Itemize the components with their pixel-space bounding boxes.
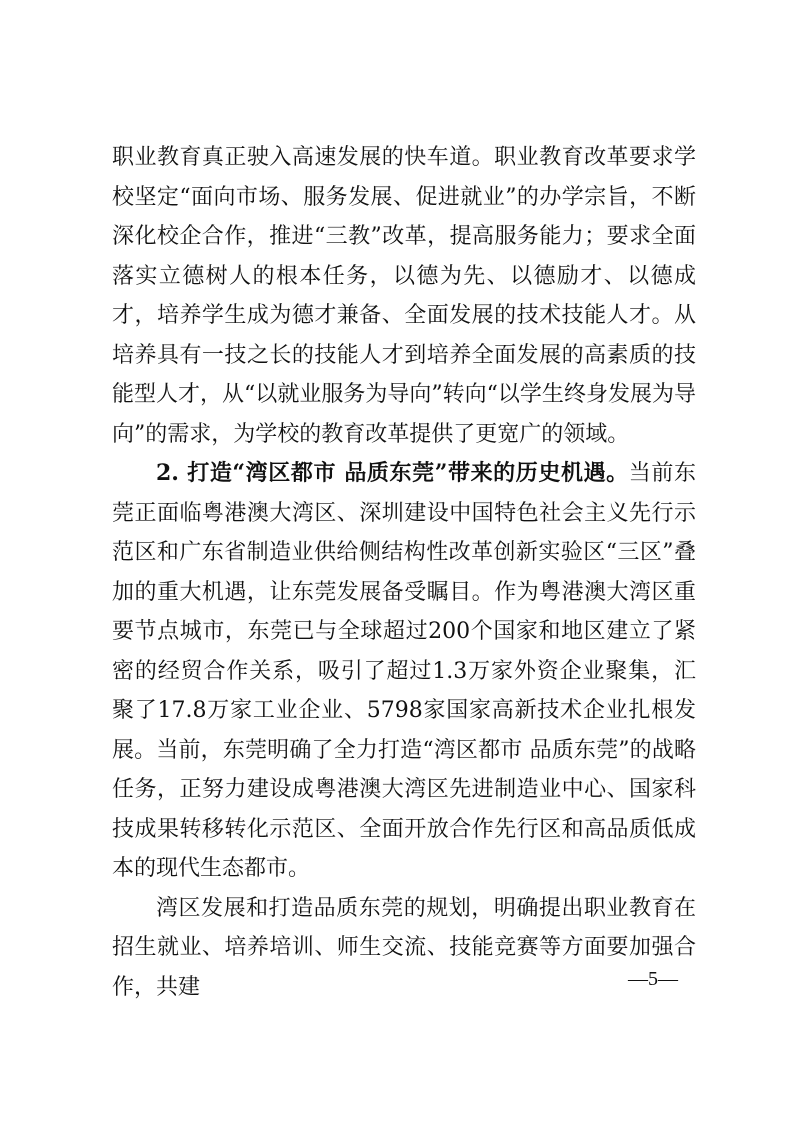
- paragraph-continuation: [112, 138, 696, 454]
- paragraph-text: 当前东莞正面临粤港澳大湾区、深圳建设中国特色社会主义先行示范区和广东省制造业供给侧结构性改革创新实验区“三区”叠加的重大机遇，让东莞发展备受瞩目。作为粤港澳大湾区重要节点城市，东莞已与全球超过200个国家和地区建立了紧密的经贸合作关系，吸引了超过1.3万家外资企业聚集，汇聚了17.8万家工业企业、5798家国家高新技术企业扎根发展。当前，东莞明确了全力打造“湾区都市 品质东莞”的战略任务，正努力建设成粤港澳大湾区先进制造业中心、国家科技成果转移转化示范区、全面开放合作先行区和高品质低成本的现代生态都市。: [112, 461, 696, 881]
- page-number: —5—: [628, 968, 678, 990]
- paragraph-heading: 2. 打造“湾区都市 品质东莞”带来的历史机遇。: [156, 460, 629, 486]
- paragraph-historical-opportunity: [112, 454, 696, 889]
- document-body: [112, 138, 696, 1007]
- paragraph-text: 湾区发展和打造品质东莞的规划，明确提出职业教育在招生就业、培养培训、师生交流、技能竞赛等方面要加强合作，共建: [112, 895, 696, 1000]
- paragraph-bay-area-planning: [112, 889, 696, 1008]
- paragraph-text: 职业教育真正驶入高速发展的快车道。职业教育改革要求学校坚定“面向市场、服务发展、促进就业”的办学宗旨，不断深化校企合作，推进“三教”改革，提高服务能力；要求全面落实立德树人的根本任务，以德为先、以德励才、以德成才，培养学生成为德才兼备、全面发展的技术技能人才。从培养具有一技之长的技能人才到培养全面发展的高素质的技能型人才，从“以就业服务为导向”转向“以学生终身发展为导向”的需求，为学校的教育改革提供了更宽广的领域。: [112, 145, 696, 447]
